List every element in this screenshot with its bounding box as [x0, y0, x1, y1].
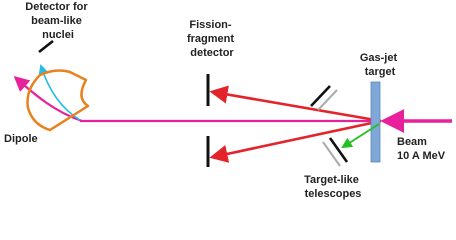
fission-fragment-upper-arrow — [213, 92, 381, 121]
label-gas-jet-target: Gas-jet target — [359, 52, 398, 78]
gas-jet-target-icon — [371, 82, 380, 162]
label-target-like-telescopes: Target-like telescopes — [304, 174, 362, 200]
label-beam: Beam 10 A MeV — [397, 136, 446, 162]
telescope-lower-icon — [323, 138, 347, 166]
label-fission-detector: Fission- fragment detector — [186, 19, 234, 59]
label-detector-beam-like: Detector for beam-like nuclei — [25, 1, 88, 41]
beam-like-detector-bar-icon — [39, 41, 53, 52]
telescope-upper-icon — [311, 86, 337, 110]
label-dipole: Dipole — [4, 133, 38, 145]
